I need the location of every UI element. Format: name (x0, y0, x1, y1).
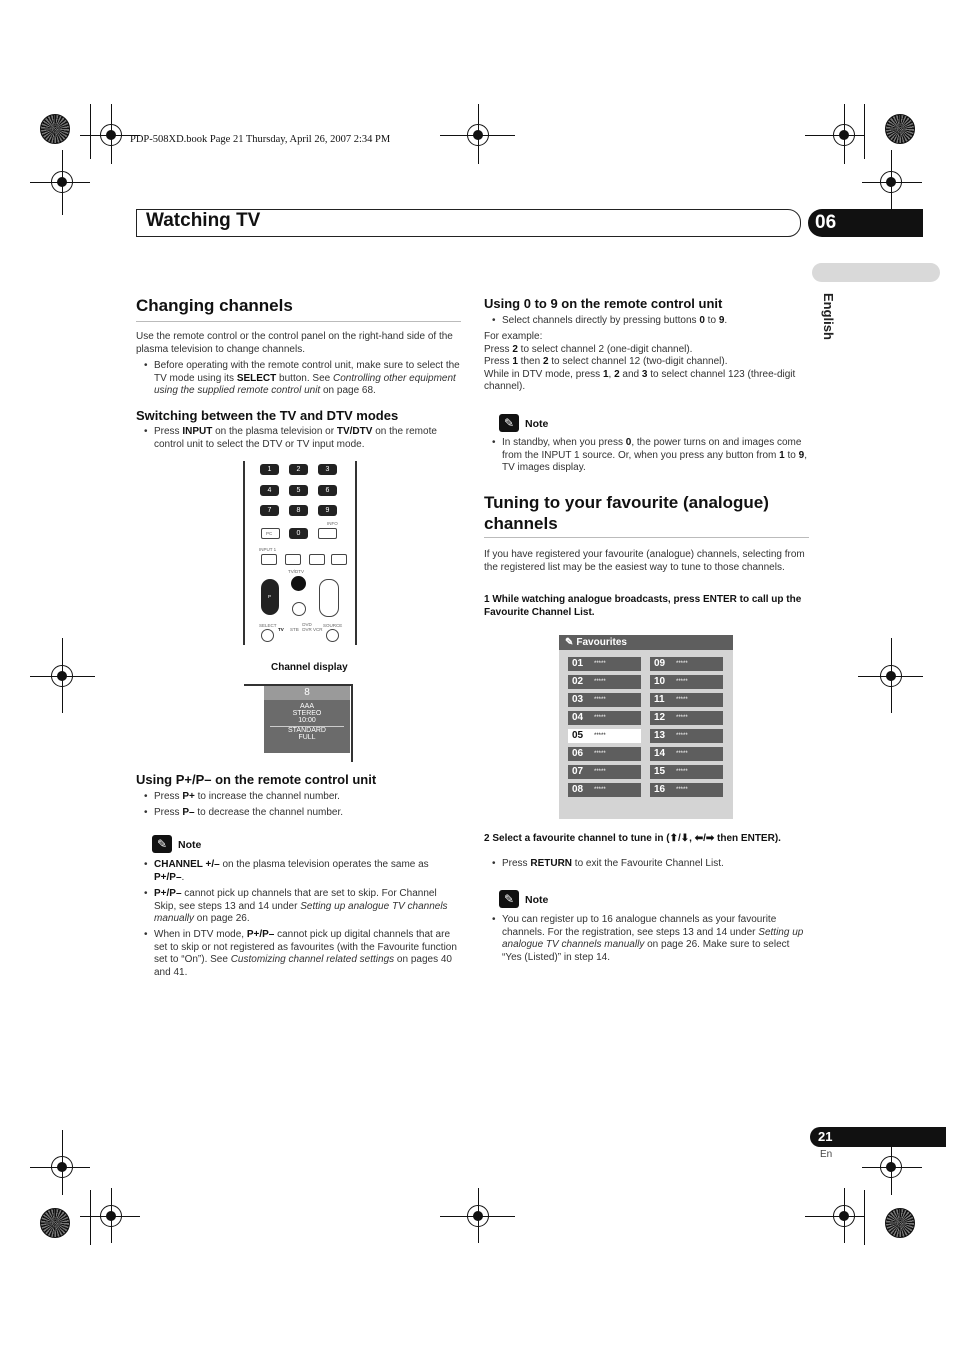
channel-display-caption: Channel display (271, 662, 348, 673)
note-item: • When in DTV mode, P+/P– cannot pick up digital channels that are set to skip or not registered as favourites (with the Favourite function set to “On”). See Customizing channel related settings on pages 40 and 41. (136, 929, 461, 979)
favourite-channel-name: ***** (594, 661, 606, 667)
favourite-channel-name: ***** (676, 733, 688, 739)
favourite-channel-item[interactable] (568, 783, 641, 797)
remote-label-tvdtv: TV/DTV (288, 569, 305, 574)
bullet-return: • Press RETURN to exit the Favourite Channel List. (484, 858, 809, 871)
divider (136, 321, 461, 322)
favourite-channel-item[interactable] (568, 693, 641, 707)
note-item: • P+/P– cannot pick up channels that are set to skip. For Channel Skip, see steps 13 and 14 under Setting up analogue TV channels manually on page 26. (136, 888, 461, 926)
note-icon: ✎ (499, 890, 519, 908)
favourite-channel-item[interactable] (650, 783, 723, 797)
favourite-channel-item[interactable] (650, 693, 723, 707)
remote-button-0: 0 (289, 528, 308, 539)
channel-display-line: AAA (299, 703, 314, 710)
language-label: English (821, 293, 836, 340)
remote-button-info (318, 528, 337, 539)
subheading-pp: Using P+/P– on the remote control unit (136, 772, 377, 787)
subheading-switching-modes: Switching between the TV and DTV modes (136, 408, 399, 423)
remote-label-source: SOURCE (323, 623, 343, 628)
section-title-favourites: Tuning to your favourite (analogue) channels (484, 493, 769, 533)
favourite-channel-name: ***** (594, 769, 606, 775)
favourite-channel-number: 07 (572, 766, 584, 777)
favourite-channel-item[interactable] (650, 729, 723, 743)
up-down-arrows-icon: ⬆/⬇ (669, 833, 690, 844)
favourite-channel-item[interactable] (568, 711, 641, 725)
favourite-channel-name: ***** (594, 733, 606, 739)
note-label: Note (178, 839, 202, 851)
favourite-channel-item[interactable] (650, 675, 723, 689)
registration-rosette-icon (885, 114, 915, 144)
remote-label-vcr: VCR (313, 627, 323, 632)
subheading-digits: Using 0 to 9 on the remote control unit (484, 296, 723, 311)
favourite-channel-item[interactable] (650, 657, 723, 671)
channel-display-number: 8 (264, 686, 350, 700)
favourite-channel-name: ***** (594, 715, 606, 721)
remote-button (309, 554, 325, 565)
favourite-channel-number: 10 (654, 676, 666, 687)
example-block: For example: Press 2 to select channel 2 (one-digit channel). Press 1 then 2 to select channel 12 (two-digit channel). While in DTV mode, press 1, 2 and 3 to select channel 123 (three-digit channel). (484, 331, 796, 393)
favourite-channel-item[interactable] (568, 765, 641, 779)
remote-button-2: 2 (289, 464, 308, 475)
favourite-channel-name: ***** (676, 751, 688, 757)
remote-button-4: 4 (260, 485, 279, 496)
remote-volume-rocker (319, 579, 339, 617)
bullet-select-tv-mode: • Before operating with the remote control unit, make sure to select the TV mode using its SELECT button. See Controlling other equipment using the supplied remote control unit on page 68. (136, 360, 461, 398)
remote-label-dvd: DVD DVR (302, 622, 312, 632)
favourite-channel-name: ***** (594, 751, 606, 757)
note-item: • In standby, when you press 0, the power turns on and images come from the INPUT 1 source. Or, when you press any button from 1 to 9, TV images display. (484, 437, 809, 475)
note-icon: ✎ (152, 835, 172, 853)
favourite-channel-name: ***** (594, 787, 606, 793)
favourite-channel-item[interactable] (650, 747, 723, 761)
channel-display-line: FULL (298, 734, 316, 741)
remote-label-tv: TV (278, 627, 284, 632)
language-tab (812, 263, 940, 282)
favourite-channel-number: 12 (654, 712, 666, 723)
remote-button (285, 554, 301, 565)
remote-button-7: 7 (260, 505, 279, 516)
favourite-edit-icon: ✎ (565, 637, 574, 648)
channel-display-line: 10:00 (298, 717, 316, 724)
divider (484, 537, 809, 538)
favourites-header: ✎ Favourites (559, 635, 733, 650)
remote-button-5: 5 (289, 485, 308, 496)
favourite-channel-item[interactable] (650, 765, 723, 779)
note-icon: ✎ (499, 414, 519, 432)
favourite-channel-number: 08 (572, 784, 584, 795)
favourite-channel-item[interactable] (568, 729, 641, 743)
power-icon (326, 629, 339, 642)
favourite-channel-name: ***** (594, 679, 606, 685)
chapter-title: Watching TV (146, 210, 261, 231)
channel-display-line: STEREO (292, 710, 322, 717)
favourite-channel-name: ***** (676, 697, 688, 703)
remote-p-rocker: P (261, 579, 279, 615)
remote-label-info: INFO (327, 521, 338, 526)
page-number: 21 (810, 1127, 946, 1147)
intro-paragraph: Use the remote control or the control panel on the right-hand side of the plasma television to change channels. (136, 331, 453, 355)
favourite-channel-name: ***** (676, 769, 688, 775)
favourite-channel-number: 11 (654, 694, 665, 705)
step-2: 2 Select a favourite channel to tune in (⬆/⬇, ⬅/➡ then ENTER). (484, 833, 781, 844)
note-label: Note (525, 894, 549, 906)
favourite-channel-number: 09 (654, 658, 666, 669)
bullet-p-plus: • Press P+ to increase the channel number. (136, 791, 461, 804)
remote-button-3: 3 (318, 464, 337, 475)
favourite-channel-item[interactable] (568, 747, 641, 761)
remote-button-1: 1 (260, 464, 279, 475)
remote-button-9: 9 (318, 505, 337, 516)
favourite-channel-number: 02 (572, 676, 584, 687)
favourite-channel-name: ***** (594, 697, 606, 703)
favourite-channel-number: 13 (654, 730, 666, 741)
favourite-channel-number: 15 (654, 766, 666, 777)
remote-label-input1: INPUT 1 (259, 547, 277, 552)
favourite-channel-number: 04 (572, 712, 584, 723)
note-label: Note (525, 418, 549, 430)
remote-button-8: 8 (289, 505, 308, 516)
remote-button-pc: PC (261, 528, 280, 539)
book-header: PDP-508XD.book Page 21 Thursday, April 26, 2007 2:34 PM (130, 134, 391, 145)
remote-button-6: 6 (318, 485, 337, 496)
step-1: 1 While watching analogue broadcasts, press ENTER to call up the Favourite Channel List. (484, 594, 802, 618)
favourite-channel-number: 05 (572, 730, 584, 741)
favourite-channel-name: ***** (676, 787, 688, 793)
favourite-channel-name: ***** (676, 715, 688, 721)
bullet-input-button: • Press INPUT on the plasma television or TV/DTV on the remote control unit to select the DTV or TV input mode. (136, 426, 461, 451)
note-item: • You can register up to 16 analogue channels as your favourite channels. For the registration, see steps 13 and 14 under Setting up analogue TV channels manually on page 26. Make sure to select “Yes (Listed)” in step 14. (484, 914, 809, 964)
favourite-channel-number: 14 (654, 748, 666, 759)
note-item: • CHANNEL +/– on the plasma television operates the same as P+/P–. (136, 859, 461, 884)
favourites-intro: If you have registered your favourite (analogue) channels, selecting from the registered list may be the easiest way to tune to those channels. (484, 549, 805, 573)
favourite-channel-number: 01 (572, 658, 584, 669)
channel-display-line: STANDARD (270, 726, 344, 734)
favourite-channel-name: ***** (676, 679, 688, 685)
mute-icon (292, 602, 306, 616)
favourite-channel-name: ***** (676, 661, 688, 667)
remote-button-select (261, 629, 274, 642)
favourite-channel-number: 03 (572, 694, 584, 705)
remote-label-select: SELECT (259, 623, 277, 628)
channel-display-screen (264, 686, 350, 753)
remote-button-input1 (261, 554, 277, 565)
remote-label-stb: STB (290, 627, 299, 632)
bullet-digits: • Select channels directly by pressing buttons 0 to 9. (484, 315, 809, 328)
favourite-channel-number: 16 (654, 784, 666, 795)
favourite-channel-item[interactable] (568, 675, 641, 689)
remote-button (331, 554, 347, 565)
registration-rosette-icon (40, 1208, 70, 1238)
favourite-channel-item[interactable] (650, 711, 723, 725)
favourite-channel-item[interactable] (568, 657, 641, 671)
remote-button-tvdtv (291, 576, 306, 591)
favourite-channel-number: 06 (572, 748, 584, 759)
left-right-arrows-icon: ⬅/➡ (694, 833, 715, 844)
footer-language: En (820, 1149, 833, 1160)
section-title-changing-channels: Changing channels (136, 296, 293, 315)
remote-control-illustration (243, 461, 357, 645)
bullet-p-minus: • Press P– to decrease the channel number. (136, 807, 461, 820)
registration-rosette-icon (40, 114, 70, 144)
chapter-number: 06 (808, 209, 923, 237)
registration-rosette-icon (885, 1208, 915, 1238)
